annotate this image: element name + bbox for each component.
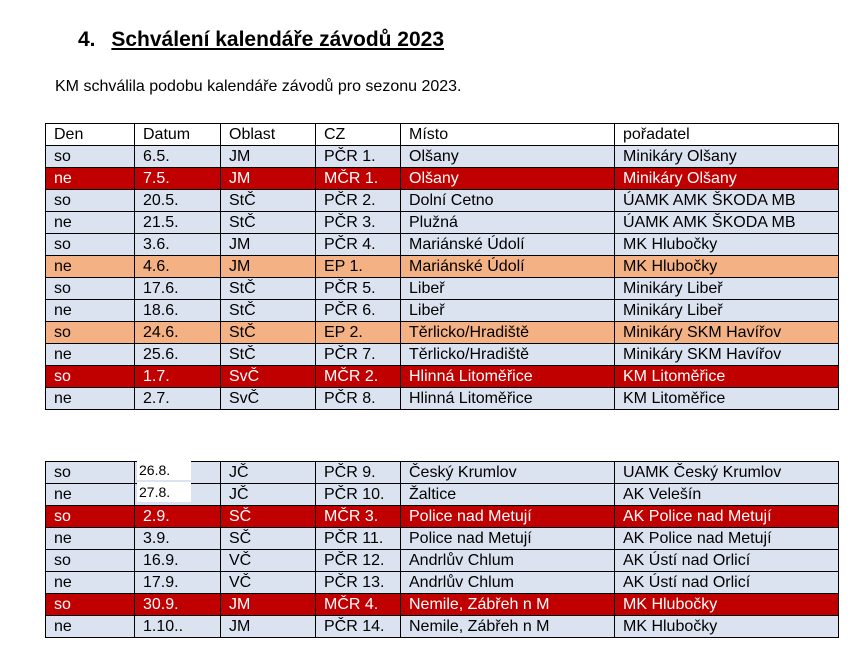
cell-series: PČR 3. (316, 212, 401, 234)
cell-place: Dolní Cetno (401, 190, 615, 212)
cell-place: Libeř (401, 278, 615, 300)
cell-region: StČ (221, 300, 316, 322)
cell-region: VČ (221, 550, 316, 572)
cell-series: PČR 10. (316, 484, 401, 506)
header-day: Den (46, 124, 135, 146)
cell-series: PČR 9. (316, 462, 401, 484)
cell-place: Hlinná Litoměřice (401, 388, 615, 410)
cell-day: ne (46, 572, 135, 594)
table-row (46, 462, 839, 484)
cell-date: 17.6. (135, 278, 221, 300)
cell-series: PČR 14. (316, 616, 401, 638)
table-row (46, 212, 839, 234)
cell-date: 3.6. (135, 234, 221, 256)
cell-day: ne (46, 300, 135, 322)
cell-date: 4.6. (135, 256, 221, 278)
cell-region: JM (221, 256, 316, 278)
cell-place: Olšany (401, 168, 615, 190)
cell-region: StČ (221, 322, 316, 344)
table-row (46, 366, 839, 388)
cell-organizer: AK Ústí nad Orlicí (615, 572, 839, 594)
table-row (46, 528, 839, 550)
cell-day: ne (46, 388, 135, 410)
cell-date: 20.5. (135, 190, 221, 212)
table-row (46, 278, 839, 300)
table-row (46, 322, 839, 344)
cell-series: PČR 8. (316, 388, 401, 410)
cell-region: SČ (221, 528, 316, 550)
cell-region: JČ (221, 462, 316, 484)
table-header-row (46, 124, 839, 146)
cell-date: 18.6. (135, 300, 221, 322)
cell-day: so (46, 462, 135, 484)
cell-region: JM (221, 146, 316, 168)
cell-organizer: Minikáry SKM Havířov (615, 344, 839, 366)
cell-organizer: Minikáry Olšany (615, 168, 839, 190)
cell-organizer: AK Ústí nad Orlicí (615, 550, 839, 572)
cell-series: PČR 1. (316, 146, 401, 168)
header-region: Oblast (221, 124, 316, 146)
cell-series: PČR 13. (316, 572, 401, 594)
cell-date: 1.7. (135, 366, 221, 388)
cell-series: PČR 6. (316, 300, 401, 322)
cell-place: Nemile, Zábřeh n M (401, 616, 615, 638)
cell-region: JM (221, 168, 316, 190)
cell-organizer: AK Police nad Metují (615, 528, 839, 550)
intro-text: KM schválila podobu kalendáře závodů pro sezonu 2023. (55, 78, 462, 95)
table-row (46, 344, 839, 366)
cell-place: Plužná (401, 212, 615, 234)
cell-date: 25.6. (135, 344, 221, 366)
cell-series: MČR 3. (316, 506, 401, 528)
cell-place: Žaltice (401, 484, 615, 506)
cell-day: ne (46, 212, 135, 234)
cell-place: Olšany (401, 146, 615, 168)
cell-place: Těrlicko/Hradiště (401, 322, 615, 344)
calendar-table-2 (45, 461, 839, 638)
cell-place: Hlinná Litoměřice (401, 366, 615, 388)
cell-day: so (46, 594, 135, 616)
cell-series: PČR 11. (316, 528, 401, 550)
table-row (46, 256, 839, 278)
cell-day: ne (46, 168, 135, 190)
cell-region: StČ (221, 344, 316, 366)
cell-day: so (46, 366, 135, 388)
cell-date: 24.6. (135, 322, 221, 344)
cell-series: PČR 12. (316, 550, 401, 572)
cell-organizer: MK Hlubočky (615, 594, 839, 616)
cell-day: ne (46, 616, 135, 638)
cell-region: SvČ (221, 366, 316, 388)
cell-region: JM (221, 594, 316, 616)
cell-organizer: Minikáry SKM Havířov (615, 322, 839, 344)
cell-date (135, 484, 221, 506)
cell-place: Český Krumlov (401, 462, 615, 484)
cell-series: PČR 7. (316, 344, 401, 366)
table-row (46, 234, 839, 256)
cell-region: StČ (221, 212, 316, 234)
cell-date: 30.9. (135, 594, 221, 616)
table-row (46, 506, 839, 528)
table-row (46, 594, 839, 616)
cell-place: Mariánské Údolí (401, 234, 615, 256)
cell-series: MČR 4. (316, 594, 401, 616)
cell-organizer: Minikáry Libeř (615, 300, 839, 322)
cell-place: Těrlicko/Hradiště (401, 344, 615, 366)
cell-series: MČR 2. (316, 366, 401, 388)
cell-date: 2.9. (135, 506, 221, 528)
cell-place: Police nad Metují (401, 528, 615, 550)
cell-series: PČR 2. (316, 190, 401, 212)
date-text-box: 27.8. (137, 482, 191, 502)
cell-series: PČR 4. (316, 234, 401, 256)
cell-organizer: MK Hlubočky (615, 256, 839, 278)
cell-day: so (46, 506, 135, 528)
table-row (46, 300, 839, 322)
date-text-box: 26.8. (137, 460, 191, 480)
cell-organizer: AK Velešín (615, 484, 839, 506)
cell-date: 17.9. (135, 572, 221, 594)
cell-place: Police nad Metují (401, 506, 615, 528)
cell-place: Andrlův Chlum (401, 572, 615, 594)
header-organizer: pořadatel (615, 124, 839, 146)
cell-day: so (46, 550, 135, 572)
calendar-table-1 (45, 123, 839, 410)
section-heading (78, 28, 444, 52)
cell-day: so (46, 278, 135, 300)
cell-series: MČR 1. (316, 168, 401, 190)
cell-date: 1.10.. (135, 616, 221, 638)
cell-date: 21.5. (135, 212, 221, 234)
cell-region: SČ (221, 506, 316, 528)
cell-date: 16.9. (135, 550, 221, 572)
table-row (46, 616, 839, 638)
cell-region: JČ (221, 484, 316, 506)
cell-date: 7.5. (135, 168, 221, 190)
cell-date: 2.7. (135, 388, 221, 410)
cell-organizer: KM Litoměřice (615, 366, 839, 388)
header-place: Místo (401, 124, 615, 146)
cell-organizer: ÚAMK AMK ŠKODA MB (615, 212, 839, 234)
cell-day: ne (46, 256, 135, 278)
cell-day: ne (46, 344, 135, 366)
cell-organizer: Minikáry Libeř (615, 278, 839, 300)
table-row (46, 388, 839, 410)
table-row (46, 550, 839, 572)
header-date: Datum (135, 124, 221, 146)
cell-region: StČ (221, 190, 316, 212)
section-number: 4. (78, 28, 96, 51)
cell-organizer: KM Litoměřice (615, 388, 839, 410)
cell-region: StČ (221, 278, 316, 300)
table-row (46, 190, 839, 212)
cell-date (135, 462, 221, 484)
cell-place: Mariánské Údolí (401, 256, 615, 278)
cell-region: SvČ (221, 388, 316, 410)
table-row (46, 484, 839, 506)
cell-organizer: MK Hlubočky (615, 234, 839, 256)
cell-day: so (46, 146, 135, 168)
cell-day: so (46, 322, 135, 344)
cell-place: Nemile, Zábřeh n M (401, 594, 615, 616)
header-series: CZ (316, 124, 401, 146)
cell-series: EP 1. (316, 256, 401, 278)
cell-day: ne (46, 484, 135, 506)
cell-organizer: ÚAMK AMK ŠKODA MB (615, 190, 839, 212)
cell-date: 3.9. (135, 528, 221, 550)
cell-organizer: MK Hlubočky (615, 616, 839, 638)
cell-date: 6.5. (135, 146, 221, 168)
cell-organizer: UAMK Český Krumlov (615, 462, 839, 484)
cell-series: EP 2. (316, 322, 401, 344)
cell-series: PČR 5. (316, 278, 401, 300)
cell-organizer: Minikáry Olšany (615, 146, 839, 168)
cell-region: JM (221, 234, 316, 256)
cell-day: ne (46, 528, 135, 550)
table-row (46, 572, 839, 594)
cell-region: VČ (221, 572, 316, 594)
table-row (46, 146, 839, 168)
cell-place: Libeř (401, 300, 615, 322)
cell-day: so (46, 190, 135, 212)
cell-day: so (46, 234, 135, 256)
table-row (46, 168, 839, 190)
cell-region: JM (221, 616, 316, 638)
section-title: Schválení kalendáře závodů 2023 (111, 28, 445, 51)
cell-organizer: AK Police nad Metují (615, 506, 839, 528)
cell-place: Andrlův Chlum (401, 550, 615, 572)
